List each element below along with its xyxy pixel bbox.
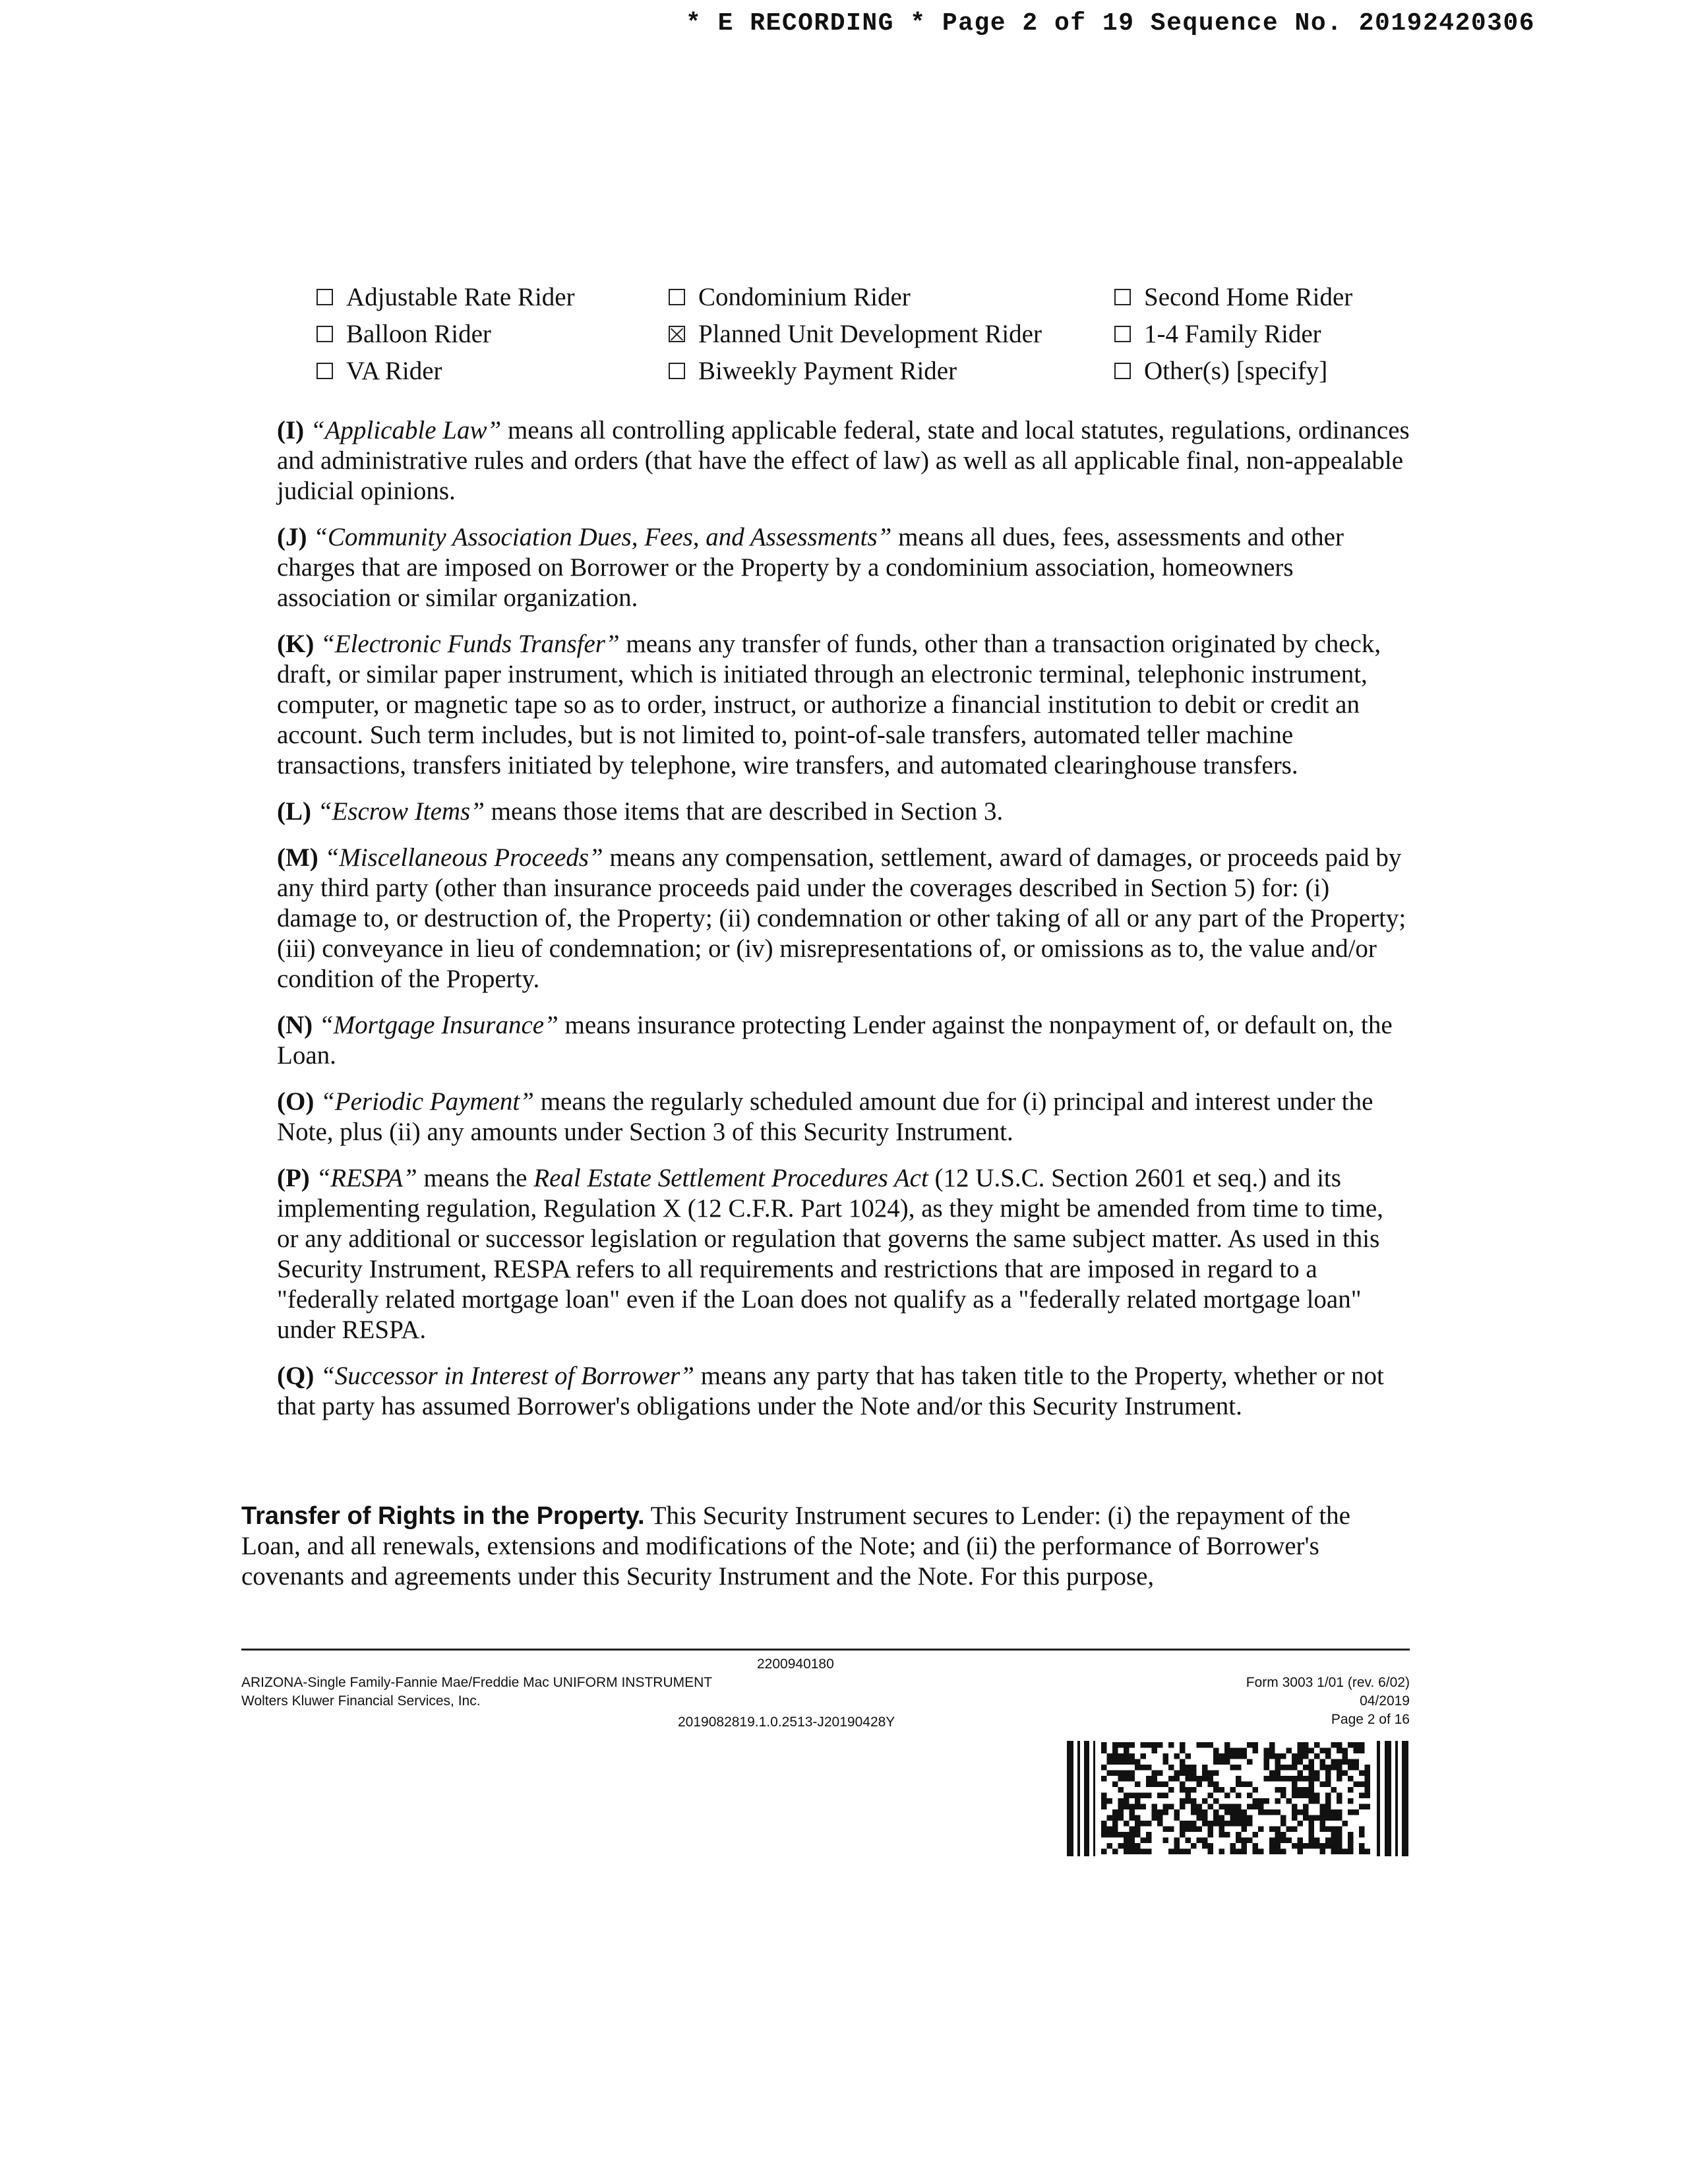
definition-term: “RESPA” <box>316 1164 417 1192</box>
definition-community-association-dues <box>277 522 1411 613</box>
checkbox-icon[interactable] <box>1114 363 1131 379</box>
form-date: 04/2019 <box>1360 1693 1410 1709</box>
definition-successor-in-interest <box>277 1361 1411 1422</box>
checkbox-icon[interactable] <box>316 326 333 342</box>
definition-letter: (O) <box>277 1087 315 1116</box>
definition-term: “Applicable Law” <box>310 416 502 444</box>
rider-balloon[interactable] <box>316 319 491 349</box>
definition-term: “Successor in Interest of Borrower” <box>320 1362 694 1390</box>
definition-term: “Mortgage Insurance” <box>318 1011 558 1039</box>
barcode-icon <box>1067 1741 1410 1856</box>
rider-1-4-family[interactable] <box>1114 319 1321 349</box>
rider-planned-unit-development[interactable] <box>669 319 1042 349</box>
definition-periodic-payment <box>277 1087 1411 1147</box>
rider-label: VA Rider <box>346 357 442 385</box>
rider-label: Condominium Rider <box>698 283 911 311</box>
definition-text: means insurance protecting Lender against the nonpayment of, or default on, the Loan. <box>277 1011 1393 1070</box>
definition-text: means the regularly scheduled amount due for (i) principal and interest under the Note, plus (ii) any amounts under Section 3 of this Security Instrument. <box>277 1087 1373 1146</box>
definition-text: means any compensation, settlement, award of damages, or proceeds paid by any third party (other than insurance proceeds paid under the coverages described in Section 5) for: (i) damage to, or destruction of, the Property; (ii) condemnation or other taking of all or any part of the Property; (iii) conveyance in lieu of condemnation; or (iv) misrepresentations of, or omissions as to, the value and/or condition of the Property. <box>277 843 1406 993</box>
checkbox-icon[interactable] <box>1114 326 1131 342</box>
definitions-section <box>277 415 1411 1438</box>
rider-va[interactable] <box>316 356 442 386</box>
definition-term: “Escrow Items” <box>317 797 485 826</box>
page-number: Page 2 of 16 <box>1331 1712 1410 1727</box>
rider-label: Balloon Rider <box>346 320 491 348</box>
loan-number: 2200940180 <box>757 1656 834 1672</box>
definition-escrow-items <box>277 797 1411 827</box>
definition-text: (12 U.S.C. Section 2601 et seq.) and its implementing regulation, Regulation X (12 C.F.R. Part 1024), as they might be amended from time to time, or any additional or successor legislation or regulation that governs the same subject matter. As used in this Security Instrument, RESPA refers to all requirements and restrictions that are imposed in regard to a "federally related mortgage loan" even if the Loan does not qualify as a "federally related mortgage loan" under RESPA. <box>277 1164 1383 1344</box>
recording-stamp: * E RECORDING * Page 2 of 19 Sequence No. 20192420306 <box>686 9 1536 38</box>
definition-letter: (J) <box>277 523 307 551</box>
checkbox-icon[interactable] <box>669 289 685 305</box>
definition-term: “Miscellaneous Proceeds” <box>324 843 603 872</box>
rider-label: Other(s) [specify] <box>1144 357 1328 385</box>
act-title: Real Estate Settlement Procedures Act <box>533 1164 928 1192</box>
definition-text: means any party that has taken title to the Property, whether or not that party has assumed Borrower's obligations under the Note and/or this Security Instrument. <box>277 1362 1384 1420</box>
form-number: Form 3003 1/01 (rev. 6/02) <box>1246 1675 1410 1690</box>
definition-letter: (P) <box>277 1164 310 1192</box>
definition-text: means all controlling applicable federal, state and local statutes, regulations, ordinances and administrative rules and orders (that have the effect of law) as well as all applicable final, non-appealable judicial opinions. <box>277 416 1410 505</box>
transfer-of-rights-paragraph <box>241 1501 1415 1592</box>
definition-letter: (Q) <box>277 1362 315 1390</box>
checked-checkbox-icon[interactable] <box>669 326 685 342</box>
checkbox-icon[interactable] <box>316 289 333 305</box>
footer-divider <box>241 1649 1410 1651</box>
definition-letter: (N) <box>277 1011 313 1039</box>
rider-others[interactable] <box>1114 356 1327 386</box>
definition-respa <box>277 1163 1411 1345</box>
definition-letter: (M) <box>277 843 318 872</box>
checkbox-icon[interactable] <box>669 363 685 379</box>
rider-label: Planned Unit Development Rider <box>698 320 1042 348</box>
definition-text: means all dues, fees, assessments and other charges that are imposed on Borrower or the Property by a condominium association, homeowners association or similar organization. <box>277 523 1344 612</box>
rider-second-home[interactable] <box>1114 282 1352 312</box>
definition-mortgage-insurance <box>277 1010 1411 1071</box>
rider-label: Adjustable Rate Rider <box>346 283 575 311</box>
rider-label: Biweekly Payment Rider <box>698 357 957 385</box>
rider-label: Second Home Rider <box>1144 283 1353 311</box>
definition-text: means any transfer of funds, other than a transaction originated by check, draft, or similar paper instrument, which is initiated through an electronic terminal, telephonic instrument, computer, or magnetic tape so as to order, instruct, or authorize a financial institution to debit or credit an account. Such term includes, but is not limited to, point-of-sale transfers, automated teller machine transactions, transfers initiated by telephone, wire transfers, and automated clearinghouse transfers. <box>277 630 1381 779</box>
rider-adjustable-rate[interactable] <box>316 282 575 312</box>
definition-miscellaneous-proceeds <box>277 843 1411 994</box>
document-id: 2019082819.1.0.2513-J20190428Y <box>678 1714 895 1730</box>
definition-text: means those items that are described in Section 3. <box>484 797 1004 826</box>
rider-biweekly-payment[interactable] <box>669 356 957 386</box>
checkbox-icon[interactable] <box>1114 289 1131 305</box>
publisher: Wolters Kluwer Financial Services, Inc. <box>241 1693 481 1709</box>
section-heading: Transfer of Rights in the Property. <box>241 1502 645 1530</box>
definition-applicable-law <box>277 415 1411 506</box>
checkbox-icon[interactable] <box>316 363 333 379</box>
definition-term: “Community Association Dues, Fees, and Assessments” <box>313 523 892 551</box>
definition-text: means the <box>417 1164 534 1192</box>
definition-term: “Electronic Funds Transfer” <box>320 630 620 658</box>
definition-letter: (L) <box>277 797 311 826</box>
definition-letter: (I) <box>277 416 305 444</box>
definition-term: “Periodic Payment” <box>320 1087 534 1116</box>
rider-label: 1-4 Family Rider <box>1144 320 1321 348</box>
rider-condominium[interactable] <box>669 282 911 312</box>
section-text: This Security Instrument secures to Lender: (i) the repayment of the Loan, and all renewals, extensions and modifications of the Note; and (ii) the performance of Borrower's covenants and agreements under this Security Instrument and the Note. For this purpose, <box>241 1502 1350 1591</box>
rider-checklist <box>316 282 1411 394</box>
definition-electronic-funds-transfer <box>277 629 1411 781</box>
definition-letter: (K) <box>277 630 315 658</box>
form-title: ARIZONA-Single Family-Fannie Mae/Freddie Mac UNIFORM INSTRUMENT <box>241 1675 713 1690</box>
